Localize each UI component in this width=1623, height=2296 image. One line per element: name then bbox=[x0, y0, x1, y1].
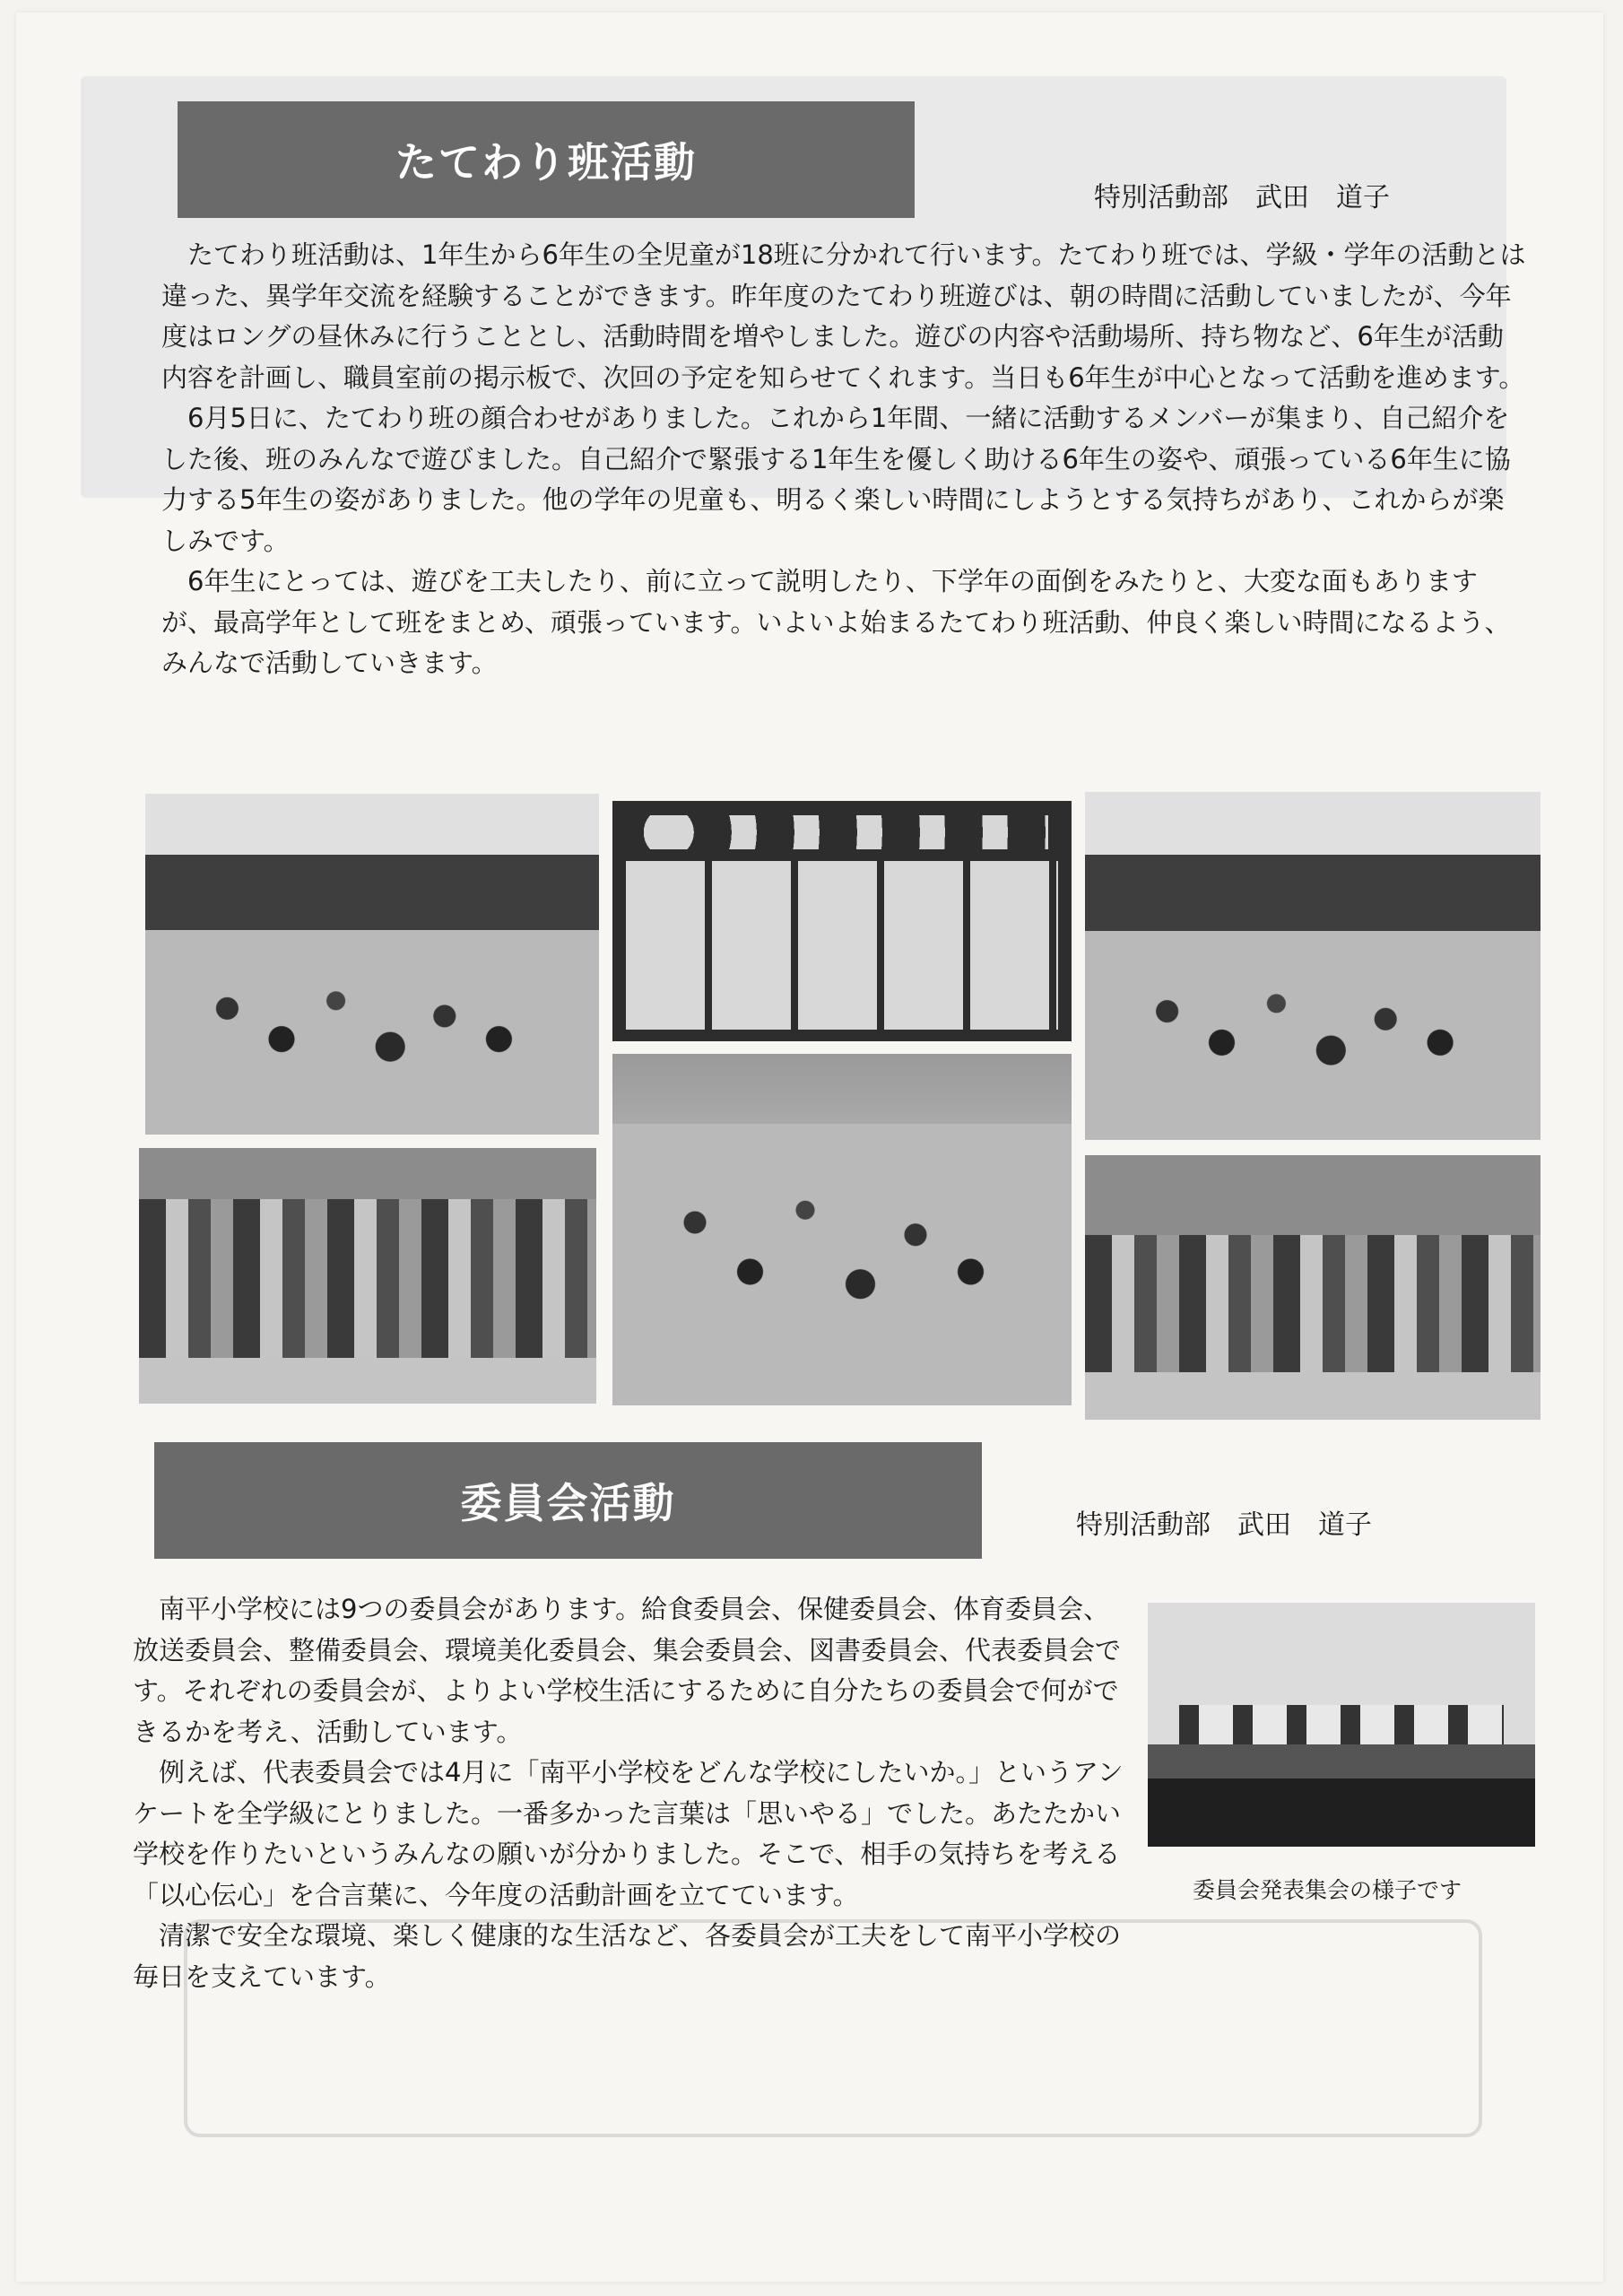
iinkai-paragraph-1: 南平小学校には9つの委員会があります。給食委員会、保健委員会、体育委員会、放送委員会、整備委員会、環境美化委員会、集会委員会、図書委員会、代表委員会です。それぞれの委員会が、よりよい学校生活にするために自分たちの委員会で何ができるかを考え、活動しています。 bbox=[133, 1594, 1122, 1747]
meeting-area-photo bbox=[1085, 1155, 1541, 1420]
iinkai-body bbox=[133, 1589, 1130, 1997]
group-gathering-photo bbox=[139, 1148, 596, 1404]
iinkai-paragraph-2: 例えば、代表委員会では4月に「南平小学校をどんな学校にしたいか。」というアンケートを全学級にとりました。一番多かった言葉は「思いやる」でした。あたたかい学校を作りたいというみんなの願いが分かりました。そこで、相手の気持ちを考える「以心伝心」を合言葉に、今年度の活動計画を立てています。 bbox=[133, 1757, 1124, 1910]
committee-assembly-photo bbox=[1148, 1603, 1535, 1847]
section-title-iinkai: 委員会活動 bbox=[154, 1442, 982, 1559]
tatewari-paragraph-1: たてわり班活動は、1年生から6年生の全児童が18班に分かれて行います。たてわり班では、学級・学年の活動とは違った、異学年交流を経験することができます。昨年度のたてわり班遊びは、朝の時間に活動していましたが、今年度はロングの昼休みに行うこととし、活動時間を増やしました。遊びの内容や活動場所、持ち物など、6年生が活動内容を計画し、職員室前の掲示板で、次回の予定を知らせてくれます。当日も6年生が中心となって活動を進めます。 bbox=[161, 239, 1526, 393]
ball-game-photo bbox=[612, 1054, 1072, 1405]
committee-photo-caption: 委員会発表集会の様子です bbox=[1193, 1877, 1462, 1903]
tatewari-paragraph-3: 6年生にとっては、遊びを工夫したり、前に立って説明したり、下学年の面倒をみたりと、大変な面もありますが、最高学年として班をまとめ、頑張っています。いよいよ始まるたてわり班活動、仲良く楽しい時間になるよう、みんなで活動していきます。 bbox=[161, 566, 1511, 678]
tatewari-body bbox=[161, 235, 1529, 684]
tatewari-paragraph-2: 6月5日に、たてわり班の顔合わせがありました。これから1年間、一緒に活動するメンバーが集まり、自己紹介をした後、班のみんなで遊びました。自己紹介で緊張する1年生を優しく助ける6年生の姿や、頑張っている6年生に協力する5年生の姿がありました。他の学年の児童も、明るく楽しい時間にしようとする気持ちがあり、これからが楽しみです。 bbox=[161, 403, 1511, 556]
section-author-iinkai: 特別活動部 武田 道子 bbox=[1076, 1509, 1372, 1541]
playing-field-photo bbox=[1085, 792, 1541, 1140]
iinkai-paragraph-3: 清潔で安全な環境、楽しく健康的な生活など、各委員会が工夫をして南平小学校の毎日を支えています。 bbox=[133, 1920, 1122, 1992]
section-author-tatewari: 特別活動部 武田 道子 bbox=[1094, 182, 1390, 213]
schoolyard-photo bbox=[145, 794, 599, 1135]
section-title-tatewari: たてわり班活動 bbox=[178, 101, 915, 218]
bulletin-board-photo bbox=[612, 801, 1072, 1041]
